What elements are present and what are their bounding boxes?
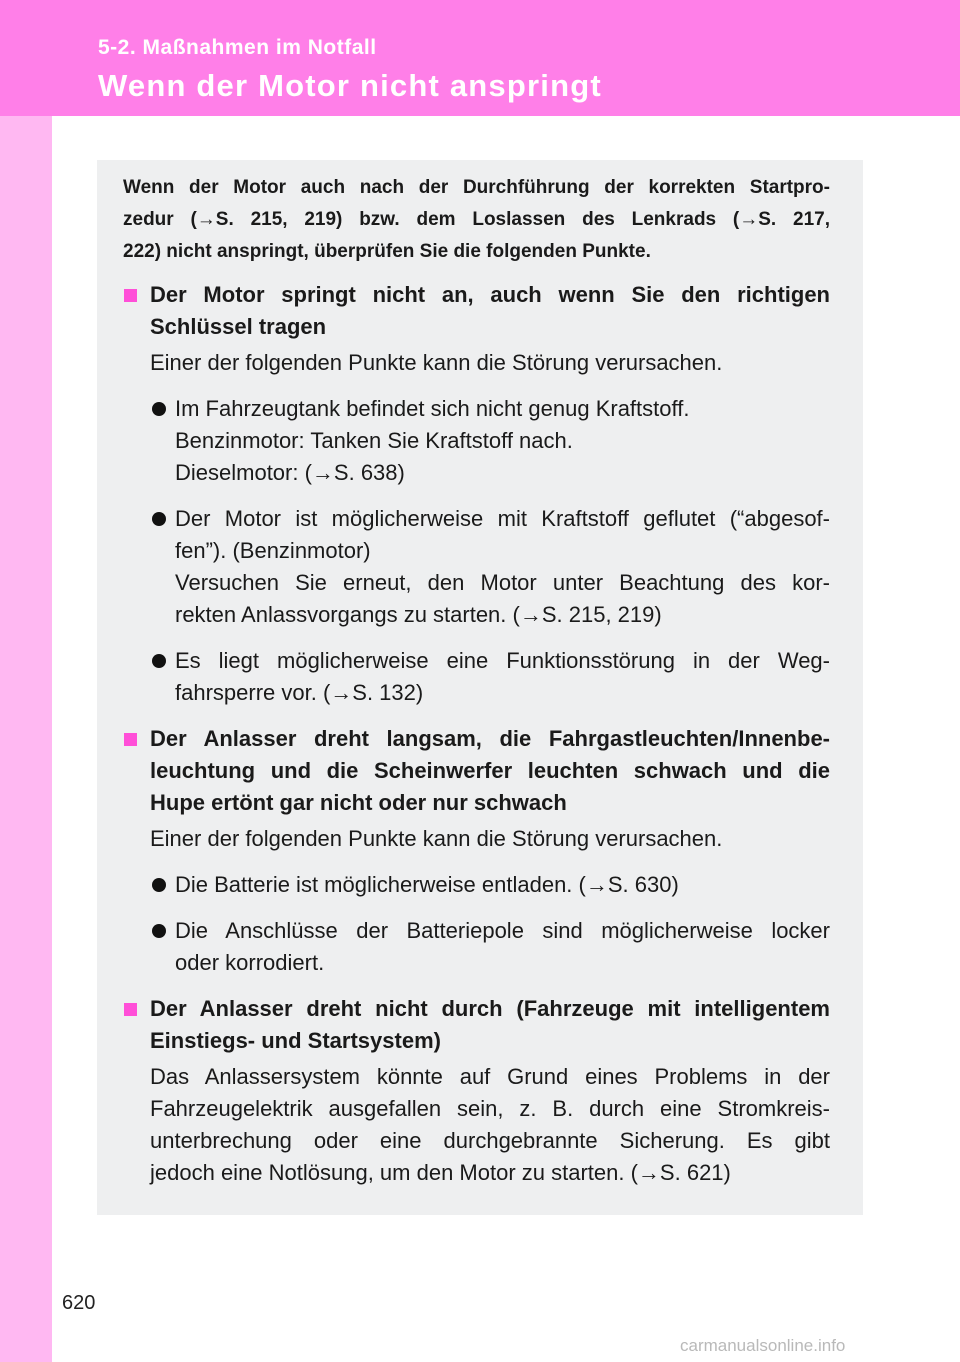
bullet-line: Der Motor ist möglicherweise mit Kraftstoff geflutet (“abgesof- bbox=[175, 506, 830, 531]
bullet-line: Benzinmotor: Tanken Sie Kraftstoff nach. bbox=[175, 428, 573, 453]
section-heading bbox=[150, 279, 830, 343]
round-bullet-icon bbox=[152, 924, 166, 938]
bullet-line: fahrsperre vor. (→S. 132) bbox=[175, 680, 424, 705]
square-bullet-icon bbox=[124, 733, 137, 746]
text-line: unterbrechung oder eine durchgebrannte Sicherung. Es gibt bbox=[150, 1128, 830, 1153]
bullet-line: Versuchen Sie erneut, den Motor unter Beachtung des kor- bbox=[175, 570, 830, 595]
bullet-item bbox=[175, 503, 830, 631]
round-bullet-icon bbox=[152, 512, 166, 526]
watermark: carmanualsonline.info bbox=[680, 1336, 846, 1355]
heading-line: Der Motor springt nicht an, auch wenn Sie den richtigen bbox=[150, 282, 830, 307]
heading-line: Der Anlasser dreht langsam, die Fahrgastleuchten/Innenbe- bbox=[150, 726, 830, 751]
side-strip bbox=[0, 116, 52, 1362]
heading-line: leuchtung und die Scheinwerfer leuchten schwach und die bbox=[150, 758, 830, 783]
heading-line: Der Anlasser dreht nicht durch (Fahrzeuge mit intelligentem bbox=[150, 996, 830, 1021]
square-bullet-icon bbox=[124, 1003, 137, 1016]
bullet-item bbox=[175, 393, 830, 489]
section-heading bbox=[150, 993, 830, 1057]
text-line: Einer der folgenden Punkte kann die Störung verursachen. bbox=[150, 350, 723, 375]
round-bullet-icon bbox=[152, 402, 166, 416]
bullet-line: Es liegt möglicherweise eine Funktionsstörung in der Weg- bbox=[175, 648, 830, 673]
bullet-item bbox=[175, 645, 830, 709]
heading-line: Einstiegs- und Startsystem) bbox=[150, 1028, 441, 1053]
bullet-item bbox=[175, 915, 830, 979]
bullet-line: Dieselmotor: (→S. 638) bbox=[175, 460, 405, 485]
text-line: jedoch eine Notlösung, um den Motor zu starten. (→S. 621) bbox=[150, 1160, 731, 1185]
intro-line: Wenn der Motor auch nach der Durchführung der korrekten Startpro- bbox=[123, 177, 830, 198]
round-bullet-icon bbox=[152, 654, 166, 668]
bullet-line: Im Fahrzeugtank befindet sich nicht genug Kraftstoff. bbox=[175, 396, 690, 421]
intro-text bbox=[123, 172, 830, 268]
page-number: 620 bbox=[62, 1292, 96, 1314]
text-line: Fahrzeugelektrik ausgefallen sein, z. B. durch eine Stromkreis- bbox=[150, 1096, 830, 1121]
bullet-line: fen”). (Benzinmotor) bbox=[175, 538, 371, 563]
bullet-line: rekten Anlassvorgangs zu starten. (→S. 215, 219) bbox=[175, 602, 662, 627]
section-label: 5-2. Maßnahmen im Notfall bbox=[98, 36, 377, 59]
square-bullet-icon bbox=[124, 289, 137, 302]
page-title: Wenn der Motor nicht anspringt bbox=[98, 68, 602, 103]
heading-line: Schlüssel tragen bbox=[150, 314, 327, 339]
bullet-line: Die Anschlüsse der Batteriepole sind möglicherweise locker bbox=[175, 918, 830, 943]
bullet-item bbox=[175, 869, 830, 901]
intro-line: zedur (→S. 215, 219) bzw. dem Loslassen des Lenkrads (→S. 217, bbox=[123, 209, 830, 230]
text-line: Das Anlassersystem könnte auf Grund eines Problems in der bbox=[150, 1064, 830, 1089]
round-bullet-icon bbox=[152, 878, 166, 892]
section-text bbox=[150, 823, 830, 855]
bullet-line: Die Batterie ist möglicherweise entladen. (→S. 630) bbox=[175, 872, 679, 897]
bullet-line: oder korrodiert. bbox=[175, 950, 325, 975]
text-line: Einer der folgenden Punkte kann die Störung verursachen. bbox=[150, 826, 723, 851]
section-text bbox=[150, 347, 830, 379]
intro-line: 222) nicht anspringt, überprüfen Sie die folgenden Punkte. bbox=[123, 241, 651, 262]
section-heading bbox=[150, 723, 830, 819]
heading-line: Hupe ertönt gar nicht oder nur schwach bbox=[150, 790, 567, 815]
section-text bbox=[150, 1061, 830, 1189]
